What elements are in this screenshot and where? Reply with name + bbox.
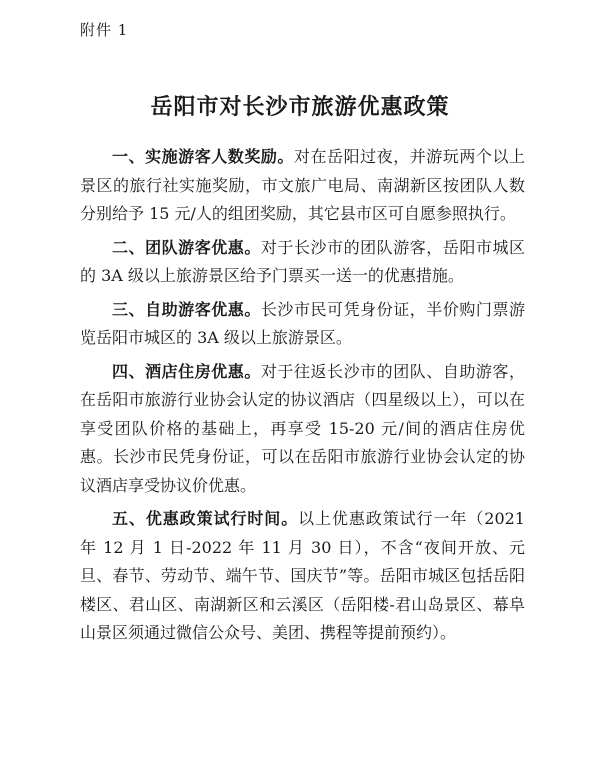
document-body (80, 143, 525, 653)
section-1 (80, 143, 525, 229)
section-2 (80, 234, 525, 291)
section-2-text: 对于长沙市的团队游客，岳阳市城区的 3A 级以上旅游景区给予门票买一送一的优惠措施。 (80, 237, 525, 285)
section-5-text: 以上优惠政策试行一年（2021 年 12 月 1 日-2022 年 11 月 30 日），不含“夜间开放、元旦、春节、劳动节、端午节、国庆节”等。岳阳市城区包括岳阳楼区、君山区、南湖新区和云溪区（岳阳楼-君山岛景区、幕阜山景区须通过微信公众号、美团、携程等提前预约）。 (80, 509, 525, 642)
section-3 (80, 296, 525, 353)
section-5-heading: 五、优惠政策试行时间。 (112, 509, 299, 528)
section-5 (80, 505, 525, 648)
section-4 (80, 358, 525, 501)
document-title: 岳阳市对长沙市旅游优惠政策 (150, 95, 450, 120)
section-4-heading: 四、酒店住房优惠。 (112, 361, 261, 381)
section-3-text: 长沙市民可凭身份证，半价购门票游览岳阳市城区的 3A 级以上旅游景区。 (80, 299, 525, 347)
section-1-text: 对在岳阳过夜，并游玩两个以上景区的旅行社实施奖励，市文旅广电局、南湖新区按团队人数分别给予 15 元/人的组团奖励，其它县市区可自愿参照执行。 (80, 147, 525, 223)
section-3-heading: 三、自助游客优惠。 (112, 299, 261, 319)
attachment-label: 附件 1 (80, 21, 129, 39)
section-2-heading: 二、团队游客优惠。 (112, 237, 261, 257)
section-4-text: 对于往返长沙市的团队、自助游客，在岳阳市旅游行业协会认定的协议酒店（四星级以上），可以在享受团队价格的基础上，再享受 15-20 元/间的酒店住房优惠。长沙市民凭身份证，可以在岳阳市旅游行业协会认定的协议酒店享受协议价优惠。 (80, 361, 525, 495)
section-1-heading: 一、实施游客人数奖励。 (112, 147, 294, 166)
